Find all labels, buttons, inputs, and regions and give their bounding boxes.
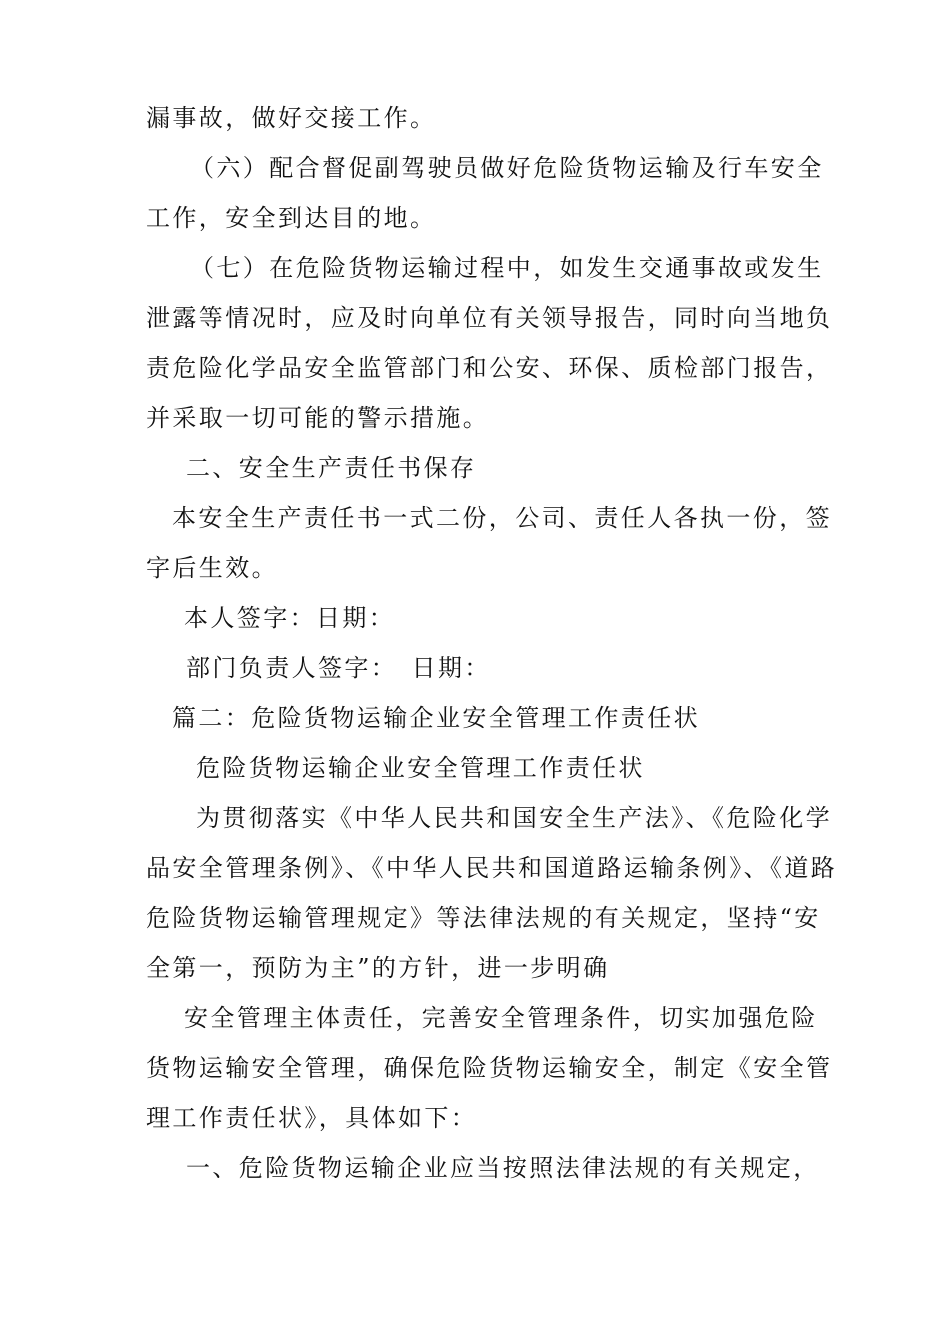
text-line: 工作，安全到达目的地。	[146, 204, 437, 232]
text-line: 货物运输安全管理，确保危险货物运输安全，制定《安全管	[146, 1054, 833, 1082]
chapter-heading: 篇二：危险货物运输企业安全管理工作责任状	[172, 704, 700, 732]
section-heading: 二、安全生产责任书保存	[186, 454, 477, 482]
text-line: 理工作责任状》，具体如下：	[146, 1104, 478, 1132]
text-line: 责危险化学品安全监管部门和公安、环保、质检部门报告，	[146, 354, 833, 382]
signature-line: 部门负责人签字： 日期：	[186, 654, 491, 682]
text-line: 为贯彻落实《中华人民共和国安全生产法》、《危险化学	[196, 804, 832, 832]
text-line: 漏事故，做好交接工作。	[146, 104, 437, 132]
text-line: 安全管理主体责任，完善安全管理条件，切实加强危险	[184, 1004, 818, 1032]
text-line: （六）配合督促副驾驶员做好危险货物运输及行车安全	[190, 154, 824, 182]
text-line: 全第一，预防为主”的方针，进一步明确	[146, 954, 610, 982]
text-line: 品安全管理条例》、《中华人民共和国道路运输条例》、《道路	[146, 854, 838, 882]
text-line: 字后生效。	[146, 554, 278, 582]
text-line: 一、危险货物运输企业应当按照法律法规的有关规定，	[186, 1154, 820, 1182]
text-line: 泄露等情况时，应及时向单位有关领导报告，同时向当地负	[146, 304, 833, 332]
text-line: 本安全生产责任书一式二份，公司、责任人各执一份，签	[172, 504, 832, 532]
text-line: 并采取一切可能的警示措施。	[146, 404, 490, 432]
text-line: （七）在危险货物运输过程中，如发生交通事故或发生	[190, 254, 824, 282]
text-line: 危险货物运输管理规定》等法律法规的有关规定，坚持“安	[146, 904, 821, 932]
signature-line: 本人签字：日期：	[184, 604, 396, 632]
document-title: 危险货物运输企业安全管理工作责任状	[196, 754, 645, 782]
